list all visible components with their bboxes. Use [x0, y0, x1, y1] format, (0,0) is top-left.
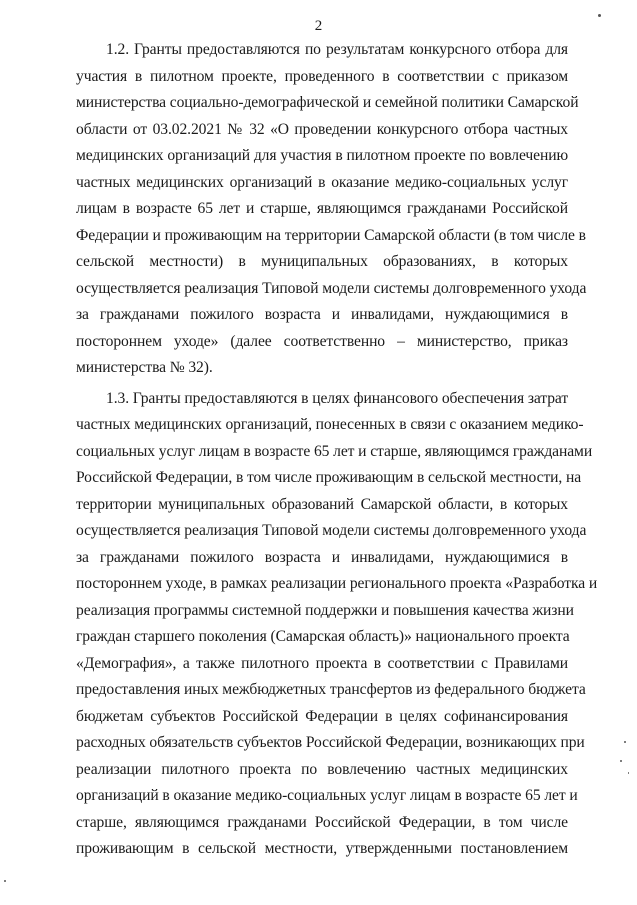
text-line: реализация программы системной поддержки и повышения качества жизни [76, 601, 574, 619]
text-line: Российской Федерации, в том числе проживающим в сельской местности, на [76, 469, 582, 486]
text-line: за гражданами пожилого возраста и инвалидами, нуждающимися в [76, 548, 568, 566]
text-line: министерства социально-демографической и семейной политики Самарской [76, 94, 579, 111]
scan-speck [628, 772, 629, 774]
text-line: медицинских организаций для участия в пилотном проекте по вовлечению [76, 147, 568, 164]
text-line: реализации пилотного проекта по вовлечению частных медицинских [76, 760, 568, 778]
text-line: социальных услуг лицам в возрасте 65 лет и старше, являющимся гражданами [76, 442, 593, 460]
page-number: 2 [314, 18, 323, 34]
paragraph-1-3 [76, 386, 598, 863]
text-line: области от 03.02.2021 № 32 «О проведении конкурсного отбора частных [76, 120, 568, 138]
paragraph-1-2 [76, 37, 587, 382]
text-line: Федерации и проживающим на территории Самарской области (в том числе в [76, 226, 586, 244]
document-body [76, 37, 598, 863]
text-line: бюджетам субъектов Российской Федерации в целях софинансирования [76, 707, 568, 725]
text-line: постороннем уходе, в рамках реализации регионального проекта «Разработка и [76, 575, 598, 592]
text-line: старше, являющимся гражданами Российской Федерации, в том числе [76, 813, 568, 831]
text-line: предоставления иных межбюджетных трансфертов из федерального бюджета [76, 681, 586, 698]
text-line: постороннем уходе» (далее соответственно – министерство, приказ [76, 332, 568, 350]
scan-speck [4, 880, 6, 882]
scan-speck [598, 14, 601, 17]
text-line: лицам в возрасте 65 лет и старше, являющимся гражданами Российской [76, 200, 568, 217]
text-line: 1.2. Гранты предоставляются по результатам конкурсного отбора для [106, 41, 568, 58]
text-line: участия в пилотном проекте, проведенного в соответствии с приказом [76, 67, 568, 85]
scan-speck [620, 760, 622, 762]
text-line: за гражданами пожилого возраста и инвалидами, нуждающимися в [76, 306, 568, 323]
scan-speck [624, 741, 626, 743]
text-line: «Демография», а также пилотного проекта в соответствии с Правилами [76, 654, 568, 672]
text-line: расходных обязательств субъектов Российской Федерации, возникающих при [76, 734, 585, 751]
text-line: частных медицинских организаций, понесенных в связи с оказанием медико- [76, 416, 584, 433]
text-line: осуществляется реализация Типовой модели системы долговременного ухода [76, 279, 587, 297]
text-line: проживающим в сельской местности, утвержденными постановлением [76, 840, 568, 857]
text-line: министерства № 32). [76, 359, 213, 376]
text-line: 1.3. Гранты предоставляются в целях финансового обеспечения затрат [106, 389, 569, 407]
text-line: частных медицинских организаций в оказание медико-социальных услуг [76, 173, 568, 191]
text-line: организаций в оказание медико-социальных услуг лицам в возрасте 65 лет и [76, 787, 578, 804]
text-line: осуществляется реализация Типовой модели системы долговременного ухода [76, 522, 587, 539]
text-line: граждан старшего поколения (Самарская область)» национального проекта [76, 628, 570, 645]
text-line: территории муниципальных образований Самарской области, в которых [76, 495, 568, 513]
text-line: сельской местности) в муниципальных образованиях, в которых [76, 253, 568, 270]
